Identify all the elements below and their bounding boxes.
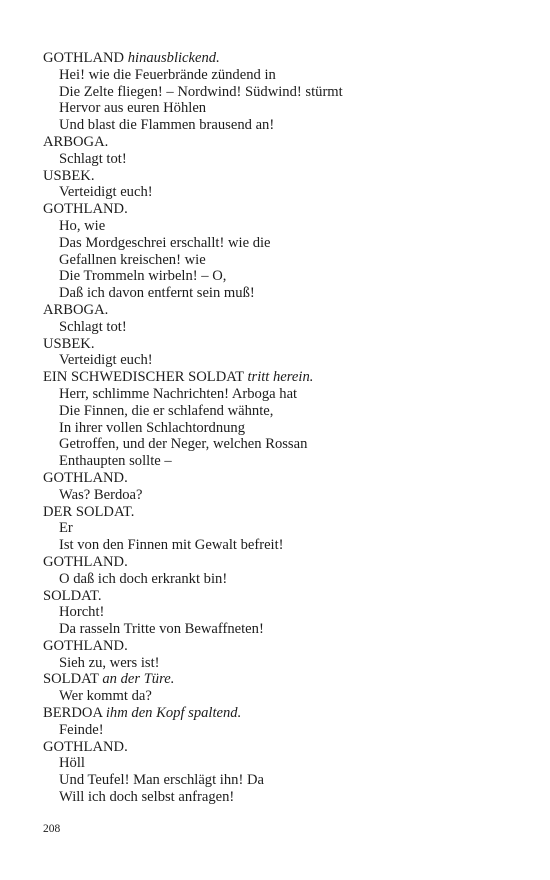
speaker-line bbox=[43, 470, 523, 487]
speaker-name: DER SOLDAT. bbox=[43, 503, 135, 520]
verse-text: Und blast die Flammen brausend an! bbox=[59, 117, 275, 134]
speaker-name: GOTHLAND. bbox=[43, 738, 128, 755]
verse-line bbox=[43, 67, 523, 84]
verse-line bbox=[43, 235, 523, 252]
speaker-line bbox=[43, 638, 523, 655]
speaker-line bbox=[43, 671, 523, 688]
speaker-name: SOLDAT bbox=[43, 671, 99, 688]
verse-text: Verteidigt euch! bbox=[59, 184, 153, 201]
speaker-line bbox=[43, 168, 523, 185]
speaker-line bbox=[43, 504, 523, 521]
stage-direction: an der Türe. bbox=[102, 671, 175, 688]
verse-text: Schlagt tot! bbox=[59, 318, 127, 335]
speaker-name: GOTHLAND bbox=[43, 50, 125, 66]
verse-line bbox=[43, 755, 523, 772]
verse-text: Höll bbox=[59, 755, 85, 772]
verse-line bbox=[43, 218, 523, 235]
verse-text: Wer kommt da? bbox=[59, 688, 152, 705]
speaker-name: ARBOGA. bbox=[43, 301, 109, 318]
speaker-name: USBEK. bbox=[43, 335, 95, 352]
speaker-line bbox=[43, 336, 523, 353]
verse-text: Getroffen, und der Neger, welchen Rossan bbox=[59, 436, 308, 453]
verse-line bbox=[43, 537, 523, 554]
verse-text: Herr, schlimme Nachrichten! Arboga hat bbox=[59, 385, 298, 402]
verse-line bbox=[43, 403, 523, 420]
verse-text: Verteidigt euch! bbox=[59, 352, 153, 369]
speaker-line bbox=[43, 554, 523, 571]
verse-text: Enthaupten sollte – bbox=[59, 453, 172, 470]
verse-line bbox=[43, 151, 523, 168]
verse-line bbox=[43, 453, 523, 470]
speaker-line bbox=[43, 739, 523, 756]
verse-line bbox=[43, 84, 523, 101]
stage-direction: hinausblickend. bbox=[127, 50, 220, 66]
speaker-name: GOTHLAND. bbox=[43, 553, 128, 570]
verse-line bbox=[43, 184, 523, 201]
verse-line bbox=[43, 117, 523, 134]
verse-text: Feinde! bbox=[59, 721, 104, 738]
speaker-name: SOLDAT. bbox=[43, 587, 102, 604]
verse-text: Gefallnen kreischen! wie bbox=[59, 251, 206, 268]
speaker-line bbox=[43, 705, 523, 722]
verse-text: Die Zelte fliegen! – Nordwind! Südwind! stürmt bbox=[59, 83, 343, 100]
verse-text: Will ich doch selbst anfragen! bbox=[59, 789, 235, 806]
verse-line bbox=[43, 352, 523, 369]
speaker-line bbox=[43, 50, 523, 67]
verse-text: Horcht! bbox=[59, 604, 105, 621]
verse-line bbox=[43, 487, 523, 504]
stage-direction: tritt herein. bbox=[247, 369, 314, 386]
verse-text: Ho, wie bbox=[59, 217, 106, 234]
speaker-name: USBEK. bbox=[43, 167, 95, 184]
verse-line bbox=[43, 789, 523, 806]
verse-text: Die Trommeln wirbeln! – O, bbox=[59, 268, 227, 285]
verse-text: O daß ich doch erkrankt bin! bbox=[59, 570, 228, 587]
verse-line bbox=[43, 252, 523, 269]
verse-text: Und Teufel! Man erschlägt ihn! Da bbox=[59, 772, 264, 789]
verse-text: Er bbox=[59, 520, 73, 537]
speaker-name: ARBOGA. bbox=[43, 133, 109, 150]
verse-line bbox=[43, 621, 523, 638]
verse-line bbox=[43, 571, 523, 588]
verse-line bbox=[43, 100, 523, 117]
verse-line bbox=[43, 655, 523, 672]
page-number: 208 bbox=[43, 823, 61, 835]
stage-direction: ihm den Kopf spaltend. bbox=[105, 705, 242, 722]
speaker-name: GOTHLAND. bbox=[43, 469, 128, 486]
speaker-name: BERDOA bbox=[43, 705, 103, 722]
speaker-name: EIN SCHWEDISCHER SOLDAT bbox=[43, 369, 244, 386]
verse-line bbox=[43, 285, 523, 302]
verse-line bbox=[43, 268, 523, 285]
verse-line bbox=[43, 688, 523, 705]
verse-line bbox=[43, 420, 523, 437]
verse-line bbox=[43, 520, 523, 537]
speaker-line bbox=[43, 134, 523, 151]
verse-text: Hei! wie die Feuerbrände zündend in bbox=[59, 66, 276, 83]
verse-text: Das Mordgeschrei erschallt! wie die bbox=[59, 234, 271, 251]
verse-text: Schlagt tot! bbox=[59, 150, 127, 167]
verse-line bbox=[43, 319, 523, 336]
speaker-line bbox=[43, 369, 523, 386]
speaker-name: GOTHLAND. bbox=[43, 637, 128, 654]
verse-line bbox=[43, 604, 523, 621]
verse-text: Da rasseln Tritte von Bewaffneten! bbox=[59, 621, 264, 638]
verse-text: Die Finnen, die er schlafend wähnte, bbox=[59, 402, 274, 419]
verse-text: Daß ich davon entfernt sein muß! bbox=[59, 285, 255, 302]
verse-text: Hervor aus euren Höhlen bbox=[59, 100, 207, 117]
verse-line bbox=[43, 436, 523, 453]
speaker-line bbox=[43, 302, 523, 319]
verse-line bbox=[43, 386, 523, 403]
speaker-line bbox=[43, 588, 523, 605]
verse-text: Was? Berdoa? bbox=[59, 486, 143, 503]
verse-text: Ist von den Finnen mit Gewalt befreit! bbox=[59, 537, 284, 554]
verse-text: Sieh zu, wers ist! bbox=[59, 654, 160, 671]
verse-line bbox=[43, 722, 523, 739]
verse-line bbox=[43, 772, 523, 789]
page-text bbox=[43, 50, 523, 806]
verse-text: In ihrer vollen Schlachtordnung bbox=[59, 419, 246, 436]
speaker-line bbox=[43, 201, 523, 218]
speaker-name: GOTHLAND. bbox=[43, 201, 128, 218]
